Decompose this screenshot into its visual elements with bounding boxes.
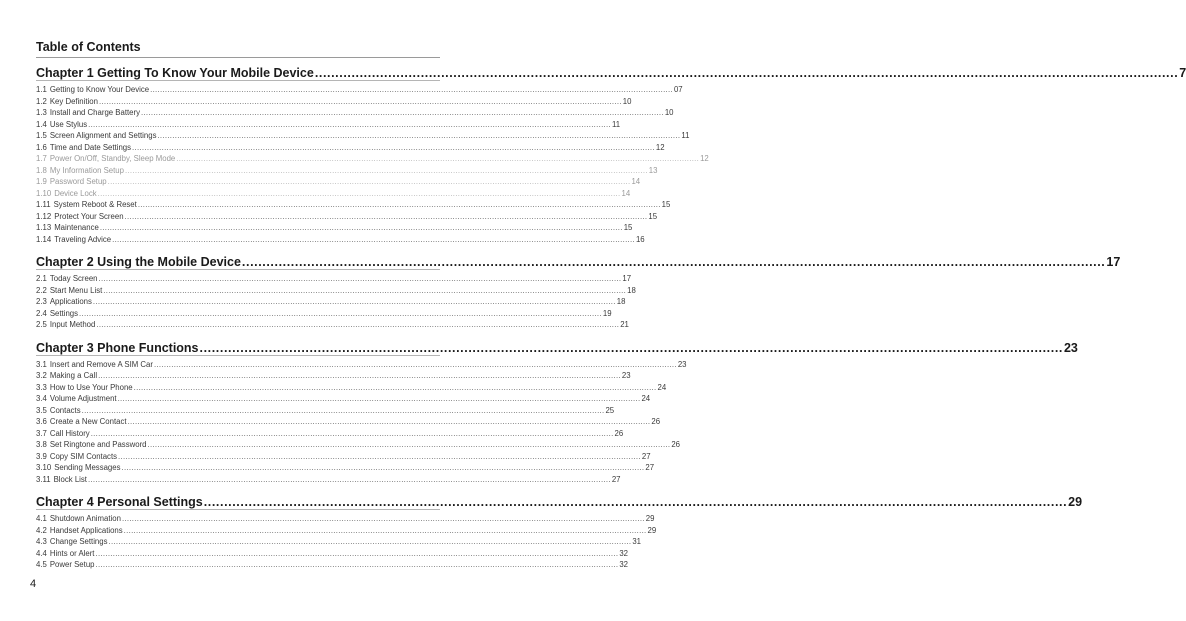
page-number: 4 [30,578,37,590]
entry-number: 3.3 [36,382,47,392]
leader-dots: .................................................................................................................................................................................................................... [137,200,661,209]
leader-dots: .................................................................................................................................................................................................................... [117,394,641,403]
entry-number: 1.12 [36,211,52,221]
entry-number: 3.5 [36,405,47,415]
entry-number: 2.2 [36,285,47,295]
entry-page: 18 [627,285,636,295]
toc-entry[interactable] [36,525,657,537]
entry-page: 11 [681,131,690,140]
entry-number: 3.6 [36,417,47,426]
leader-dots: .................................................................................................................................................................................................................... [176,154,700,163]
chapter-page: 29 [1068,495,1083,509]
entry-page: 24 [641,394,651,403]
leader-dots: .................................................................................................................................................................................................................... [133,382,657,392]
entry-text: Use Stylus [49,119,88,129]
leader-dots: .................................................................................................................................................................................................................... [141,108,664,117]
leader-dots: .................................................................................................................................................................................................................... [150,85,673,94]
chapter-heading[interactable] [36,249,1121,270]
entry-number: 3.10 [36,463,52,472]
entry-text: Getting to Know Your Device [49,85,150,94]
toc-page [36,40,1186,571]
entry-page: 24 [657,382,667,392]
toc-entry[interactable] [36,199,671,211]
entry-page: 18 [616,297,626,306]
leader-dots: .................................................................................................................................................................................................................... [79,308,602,318]
entry-text: Applications [49,297,92,306]
entry-text: Maintenance [54,223,99,232]
entry-page: 15 [661,200,671,209]
entry-number: 1.11 [36,200,51,209]
entry-page: 23 [621,371,631,380]
chapter-page: 7 [1179,66,1186,80]
leader-dots: .................................................................................................................................................................................................................... [99,223,623,232]
leader-dots: .................................................................................................................................................................................................................... [153,359,677,369]
leader-dots: .................................................................................................................................................................................................................... [118,451,641,461]
toc-entry[interactable] [36,405,615,417]
leader-dots: .................................................................................................................................................................................................................... [112,234,635,244]
toc-entry[interactable] [36,107,674,119]
chapter-title: Chapter 4 Personal Settings [36,495,203,509]
leader-dots: .................................................................................................................................................................................................................... [98,274,622,283]
entry-text: How to Use Your Phone [49,382,133,392]
entry-number: 4.1 [36,514,47,523]
toc-entry[interactable] [36,474,621,486]
toc-entry[interactable] [36,234,645,246]
chapter-1 [36,60,1186,245]
entry-page: 14 [621,188,631,198]
entry-text: Screen Alignment and Settings [49,131,157,140]
entry-page: 16 [635,234,645,244]
entry-number: 2.5 [36,320,47,329]
toc-entry[interactable] [36,393,651,405]
entry-text: Insert and Remove A SIM Car [49,359,153,369]
leader-dots: .................................................................................................................................................................................................................... [147,440,671,449]
entry-number: 1.7 [36,154,47,163]
leader-dots: .................................................................................................................................................................................................................... [88,119,611,129]
toc-entry[interactable] [36,96,632,108]
entry-number: 3.1 [36,359,47,369]
entry-text: Sending Messages [54,463,121,472]
entry-text: Block List [53,474,87,484]
entry-number: 3.11 [36,474,51,484]
leader-dots: .................................................................................................................................................................................................................... [157,131,681,140]
entry-number: 1.6 [36,142,47,152]
entry-page: 29 [645,514,655,523]
toc-entry[interactable] [36,370,631,382]
entry-number: 4.3 [36,537,47,546]
entry-page: 26 [671,440,681,449]
entry-text: Create a New Contact [49,417,127,426]
chapter-heading[interactable] [36,489,1083,510]
leader-dots: .................................................................................................................................................................................................................... [127,417,651,426]
entry-number: 3.9 [36,451,47,461]
leader-dots: .................................................................................................................................................................................................................... [98,96,622,106]
entry-text: Traveling Advice [54,234,112,244]
entry-number: 4.5 [36,560,47,569]
entry-page: 26 [651,417,661,426]
toc-entry[interactable] [36,273,632,285]
toc-entry[interactable] [36,319,629,331]
toc-entry[interactable] [36,222,633,234]
toc-entry[interactable] [36,119,621,131]
entry-page: 10 [664,108,674,117]
entry-page: 17 [622,274,632,283]
toc-title: Table of Contents [36,40,440,58]
leader-dots: .................................................................................................................................................................................................................... [95,560,619,569]
chapter-title: Chapter 3 Phone Functions [36,340,199,355]
entry-page: 12 [700,154,709,163]
toc-entry[interactable] [36,451,651,463]
entry-text: Change Settings [49,537,108,546]
toc-entry[interactable] [36,416,661,428]
leader-dots: .................................................................................................................................................................................................................... [124,165,648,175]
entry-page: 27 [645,463,655,472]
entry-page: 27 [611,474,621,484]
chapter-2 [36,249,1121,331]
chapter-3 [36,335,1078,486]
toc-entry[interactable] [36,308,612,320]
entry-number: 1.3 [36,108,47,117]
leader-dots: .................................................................................................................................................................................................................... [92,297,616,306]
toc-entry[interactable] [36,188,631,200]
chapter-title: Chapter 1 Getting To Know Your Mobile Device [36,66,314,80]
entry-text: Today Screen [49,274,98,283]
entry-text: Copy SIM Contacts [49,451,118,461]
entry-text: Settings [49,308,79,318]
toc-entry[interactable] [36,211,658,223]
entry-text: Power Setup [49,560,95,569]
entry-text: System Reboot & Reset [53,200,137,209]
toc-entry[interactable] [36,165,658,177]
entry-page: 23 [677,359,687,369]
entry-number: 1.5 [36,131,47,140]
entry-number: 2.3 [36,297,47,306]
leader-dots: .................................................................................................................................................................................................................... [87,474,611,484]
toc-entry[interactable] [36,428,624,440]
entry-number: 3.8 [36,440,47,449]
leader-dots: .................................................................................................................................................................................................................... [108,537,632,546]
leader-dots: .................................................................................................................................................................................................................... [203,495,1068,509]
toc-entry[interactable] [36,359,687,371]
leader-dots: .................................................................................................................................................................................................................... [96,320,620,329]
entry-page: 10 [622,96,632,106]
entry-text: Key Definition [49,96,98,106]
entry-text: Password Setup [49,177,107,186]
entry-number: 1.8 [36,165,47,175]
chapter-heading[interactable] [36,60,1186,81]
leader-dots: .................................................................................................................................................................................................................... [123,525,647,535]
entry-number: 1.13 [36,223,52,232]
leader-dots: .................................................................................................................................................................................................................... [314,66,1179,80]
entry-number: 3.4 [36,394,47,403]
toc-entry[interactable] [36,84,683,96]
entry-number: 3.7 [36,428,47,438]
entry-number: 1.9 [36,177,47,186]
entry-text: My Information Setup [49,165,124,175]
entry-text: Install and Charge Battery [49,108,140,117]
entry-page: 15 [623,223,633,232]
entry-number: 3.2 [36,371,47,380]
leader-dots: .................................................................................................................................................................................................................... [90,428,614,438]
entry-text: Time and Date Settings [49,142,132,152]
entry-page: 12 [655,142,665,152]
toc-entry[interactable] [36,153,709,165]
entry-page: 14 [631,177,641,186]
leader-dots: .................................................................................................................................................................................................................... [98,371,621,380]
entry-number: 1.4 [36,119,47,129]
entry-page: 21 [620,320,629,329]
chapter-page: 17 [1106,255,1121,269]
leader-dots: .................................................................................................................................................................................................................... [241,255,1106,269]
toc-entry[interactable] [36,296,626,308]
toc-entry[interactable] [36,142,665,154]
leader-dots: .................................................................................................................................................................................................................... [107,177,631,186]
leader-dots: .................................................................................................................................................................................................................... [103,285,627,295]
toc-entry[interactable] [36,382,667,394]
entry-page: 26 [614,428,624,438]
entry-text: Start Menu List [49,285,103,295]
leader-dots: .................................................................................................................................................................................................................... [95,548,619,558]
entry-text: Volume Adjustment [49,394,117,403]
entry-text: Set Ringtone and Password [49,440,147,449]
entry-page: 15 [648,211,658,221]
entry-number: 2.1 [36,274,47,283]
entry-page: 13 [648,165,658,175]
entry-text: Protect Your Screen [54,211,124,221]
toc-entry[interactable] [36,536,642,548]
toc-entry[interactable] [36,285,636,297]
entry-number: 1.10 [36,188,52,198]
leader-dots: .................................................................................................................................................................................................................... [97,188,621,198]
chapter-heading[interactable] [36,335,1078,356]
entry-page: 11 [611,119,621,129]
entry-text: Input Method [49,320,96,329]
toc-entry[interactable] [36,513,655,525]
entry-number: 4.2 [36,525,47,535]
entry-number: 2.4 [36,308,47,318]
entry-page: 31 [632,537,642,546]
chapter-page: 23 [1063,340,1078,355]
leader-dots: .................................................................................................................................................................................................................... [124,211,648,221]
entry-text: Power On/Off, Standby, Sleep Mode [49,154,176,163]
leader-dots: .................................................................................................................................................................................................................... [121,514,645,523]
entry-text: Handset Applications [49,525,123,535]
entry-text: Hints or Alert [49,548,95,558]
leader-dots: .................................................................................................................................................................................................................... [121,463,645,472]
entry-text: Device Lock [54,188,97,198]
toc-entry[interactable] [36,439,681,451]
entry-page: 29 [647,525,657,535]
leader-dots: .................................................................................................................................................................................................................... [81,405,605,415]
entry-text: Contacts [49,405,81,415]
entry-number: 1.14 [36,234,52,244]
toc-entry[interactable] [36,548,629,560]
leader-dots: .................................................................................................................................................................................................................... [132,142,655,152]
chapter-4 [36,489,1083,571]
entry-number: 1.2 [36,96,47,106]
entry-text: Shutdown Animation [49,514,121,523]
toc-entry[interactable] [36,462,655,474]
entry-text: Call History [49,428,90,438]
entry-page: 27 [641,451,651,461]
entry-page: 32 [619,548,629,558]
entry-page: 19 [602,308,612,318]
entry-page: 32 [619,560,629,569]
toc-entry[interactable] [36,176,641,188]
entry-text: Making a Call [49,371,98,380]
leader-dots: .................................................................................................................................................................................................................... [199,340,1063,355]
entry-number: 4.4 [36,548,47,558]
entry-number: 1.1 [36,85,47,94]
toc-entry[interactable] [36,559,629,571]
toc-entry[interactable] [36,130,690,142]
entry-page: 25 [605,405,615,415]
entry-page: 07 [673,85,683,94]
chapter-title: Chapter 2 Using the Mobile Device [36,255,241,269]
